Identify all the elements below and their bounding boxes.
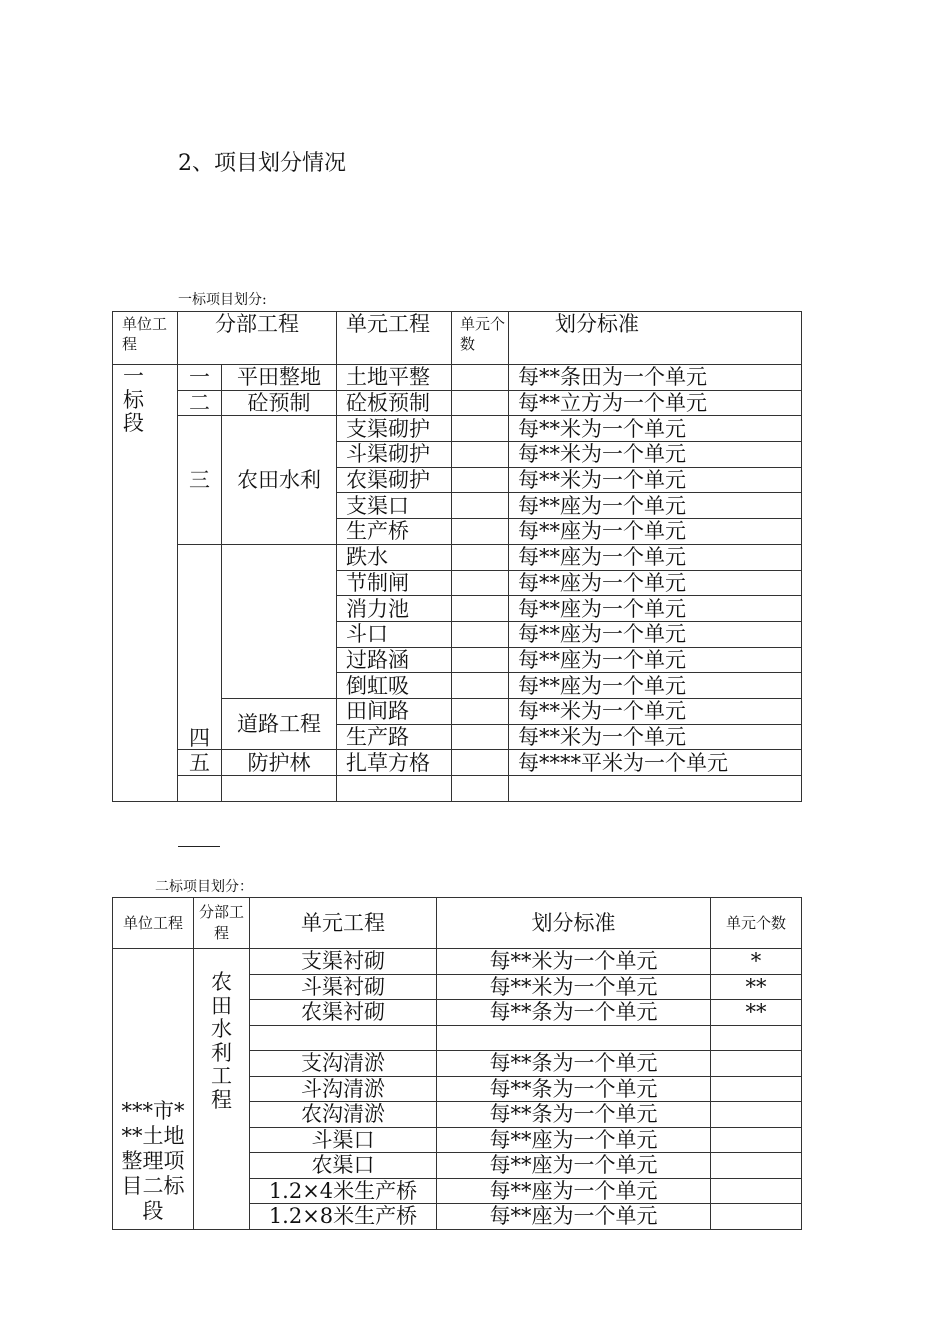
table2-caption: 二标项目划分： <box>155 879 253 895</box>
division-standard: 每**座为一个单元 <box>509 596 802 622</box>
division-standard: 每**座为一个单元 <box>509 673 802 699</box>
table-row <box>113 365 802 391</box>
header-unit-element: 单元工程 <box>250 898 437 949</box>
division-standard: 每**座为一个单元 <box>509 493 802 519</box>
table1-caption: 一标项目划分: <box>178 292 267 308</box>
group-number: 四 <box>178 544 222 750</box>
table1 <box>112 311 802 802</box>
table-row-empty <box>113 776 802 802</box>
unit-element: 支沟清淤 <box>250 1051 437 1077</box>
division-standard: 每**米为一个单元 <box>437 949 711 975</box>
unit-element: 砼板预制 <box>337 390 452 416</box>
unit-element: 过路涵 <box>337 647 452 673</box>
unit-element: 1.2×8米生产桥 <box>250 1204 437 1230</box>
division-standard: 每**条为一个单元 <box>437 1076 711 1102</box>
unit-element: 倒虹吸 <box>337 673 452 699</box>
header-division-standard: 划分标准 <box>437 898 711 949</box>
unit-element: 生产路 <box>337 724 452 750</box>
unit-project-name: 一标段 <box>123 364 144 436</box>
unit-project-cell <box>113 365 178 802</box>
group-name: 农田水利 <box>222 416 337 544</box>
empty-cell <box>509 776 802 802</box>
unit-element: 农渠衬砌 <box>250 1000 437 1026</box>
group-number: 三 <box>178 416 222 544</box>
sub-project-name: 农田水利工程 <box>210 970 232 1112</box>
division-standard: 每**条为一个单元 <box>437 1000 711 1026</box>
group-name: 砼预制 <box>222 390 337 416</box>
division-standard: 每**座为一个单元 <box>437 1178 711 1204</box>
unit-count <box>452 390 509 416</box>
division-standard: 每**座为一个单元 <box>509 570 802 596</box>
unit-count <box>452 621 509 647</box>
division-standard: 每**米为一个单元 <box>509 467 802 493</box>
division-standard: 每**座为一个单元 <box>437 1127 711 1153</box>
unit-element: 节制闸 <box>337 570 452 596</box>
empty-cell <box>337 776 452 802</box>
unit-element: 斗渠衬砌 <box>250 974 437 1000</box>
table-row <box>113 416 802 442</box>
unit-count <box>452 544 509 570</box>
division-standard: 每**条田为一个单元 <box>509 365 802 391</box>
unit-element: 支渠砌护 <box>337 416 452 442</box>
group-number: 二 <box>178 390 222 416</box>
unit-count <box>452 724 509 750</box>
group-number: 五 <box>178 750 222 776</box>
unit-count <box>711 1178 802 1204</box>
separator-line <box>178 846 220 847</box>
division-standard: 每**座为一个单元 <box>509 519 802 545</box>
table2 <box>112 897 802 1230</box>
unit-count <box>452 750 509 776</box>
division-standard: 每**条为一个单元 <box>437 1102 711 1128</box>
division-standard: 每**座为一个单元 <box>509 647 802 673</box>
unit-count <box>452 416 509 442</box>
table-row <box>113 544 802 570</box>
unit-count <box>711 1076 802 1102</box>
empty-cell <box>222 776 337 802</box>
division-standard: 每**米为一个单元 <box>509 698 802 724</box>
unit-element: 斗口 <box>337 621 452 647</box>
unit-element: 土地平整 <box>337 365 452 391</box>
header-unit-count: 单元个数 <box>452 312 509 365</box>
division-standard: 每**座为一个单元 <box>509 544 802 570</box>
division-standard <box>437 1025 711 1051</box>
division-standard: 每**米为一个单元 <box>509 724 802 750</box>
table2-header-row <box>113 898 802 949</box>
unit-count <box>452 519 509 545</box>
group-name-empty <box>222 544 337 698</box>
group-name: 道路工程 <box>222 698 337 749</box>
division-standard: 每**米为一个单元 <box>509 442 802 468</box>
unit-count <box>711 1127 802 1153</box>
unit-count <box>452 596 509 622</box>
empty-cell <box>452 776 509 802</box>
unit-element: 农渠砌护 <box>337 467 452 493</box>
unit-element: 农渠口 <box>250 1153 437 1179</box>
unit-element: 扎草方格 <box>337 750 452 776</box>
unit-project-name: ***市***土地整理项目二标段 <box>121 1098 185 1224</box>
header-unit-project: 单位工程 <box>113 898 194 949</box>
unit-count: ** <box>711 1000 802 1026</box>
unit-count: ** <box>711 974 802 1000</box>
unit-count <box>452 467 509 493</box>
section-heading: 2、项目划分情况 <box>178 151 346 176</box>
division-standard: 每**条为一个单元 <box>437 1051 711 1077</box>
division-standard: 每**座为一个单元 <box>437 1153 711 1179</box>
unit-element <box>250 1025 437 1051</box>
unit-element: 农沟清淤 <box>250 1102 437 1128</box>
unit-element: 斗沟清淤 <box>250 1076 437 1102</box>
unit-count <box>711 1102 802 1128</box>
unit-count <box>452 673 509 699</box>
unit-count <box>452 698 509 724</box>
table-row <box>113 949 802 975</box>
unit-count <box>711 1051 802 1077</box>
unit-element: 斗渠砌护 <box>337 442 452 468</box>
group-name: 防护林 <box>222 750 337 776</box>
unit-element: 斗渠口 <box>250 1127 437 1153</box>
table-row <box>113 390 802 416</box>
division-standard: 每**米为一个单元 <box>437 974 711 1000</box>
group-number: 一 <box>178 365 222 391</box>
header-unit-project: 单位工程 <box>113 312 178 365</box>
unit-element: 生产桥 <box>337 519 452 545</box>
sub-project-cell <box>194 949 250 1230</box>
unit-count <box>452 493 509 519</box>
division-standard: 每**座为一个单元 <box>437 1204 711 1230</box>
unit-element: 支渠口 <box>337 493 452 519</box>
unit-element: 支渠衬砌 <box>250 949 437 975</box>
group-name: 平田整地 <box>222 365 337 391</box>
unit-count <box>452 365 509 391</box>
unit-project-cell <box>113 949 194 1230</box>
unit-element: 跌水 <box>337 544 452 570</box>
division-standard: 每**座为一个单元 <box>509 621 802 647</box>
header-sub-project: 分部工程 <box>178 312 337 365</box>
unit-count <box>711 1153 802 1179</box>
unit-count: * <box>711 949 802 975</box>
header-division-standard: 划分标准 <box>509 312 802 365</box>
division-standard: 每**立方为一个单元 <box>509 390 802 416</box>
division-standard: 每**米为一个单元 <box>509 416 802 442</box>
unit-count <box>711 1204 802 1230</box>
unit-element: 田间路 <box>337 698 452 724</box>
empty-cell <box>178 776 222 802</box>
unit-count <box>452 647 509 673</box>
header-unit-element: 单元工程 <box>337 312 452 365</box>
unit-element: 消力池 <box>337 596 452 622</box>
unit-element: 1.2×4米生产桥 <box>250 1178 437 1204</box>
unit-count <box>452 442 509 468</box>
table-row <box>113 750 802 776</box>
header-unit-count: 单元个数 <box>711 898 802 949</box>
header-sub-project: 分部工程 <box>194 898 250 949</box>
division-standard: 每****平米为一个单元 <box>509 750 802 776</box>
unit-count <box>452 570 509 596</box>
unit-count <box>711 1025 802 1051</box>
table1-header-row <box>113 312 802 365</box>
